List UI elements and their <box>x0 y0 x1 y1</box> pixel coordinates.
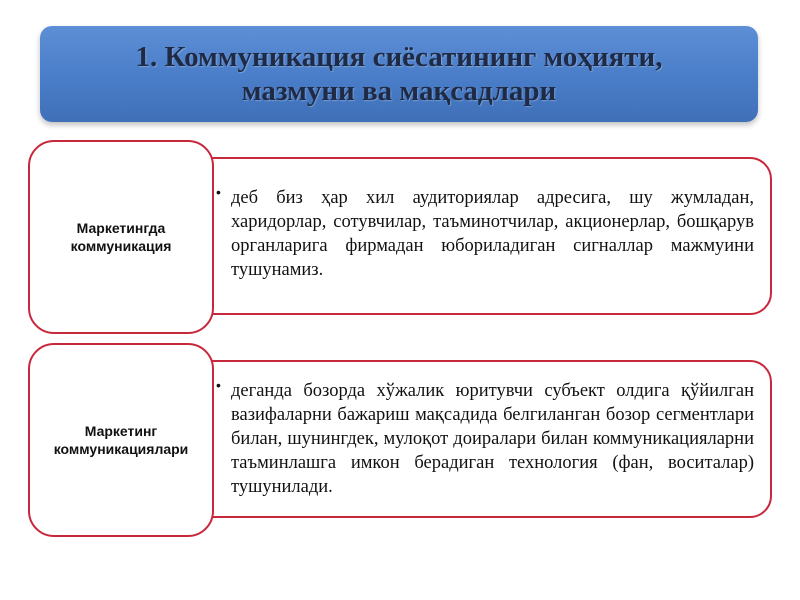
term-box-2 <box>28 343 214 537</box>
term-label-1-line1: Маркетингда <box>76 220 166 236</box>
bullet-2: • <box>216 377 221 393</box>
title-line-2: мазмуни ва мақсадлари <box>241 75 557 107</box>
term-label-2-line1: Маркетинг <box>84 423 158 439</box>
definition-text-2: деганда бозорда хўжалик юритувчи субъект олдига қўйилган вазифаларни бажариш мақсадида белгиланган бозор сегментлари билан, шунингдек, мулоқот доиралари билан коммуникацияларни таъминлашга имкон берадиган технология (фан, воситалар) тушунилади. <box>231 381 754 497</box>
bullet-1: • <box>216 184 221 200</box>
definition-text-1: деб биз ҳар хил аудиториялар адресига, шу жумладан, харидорлар, сотувчилар, таъминотчилар, акционерлар, бошқарув органларига фирмадан юбориладиган сигналлар мажмуини тушунамиз. <box>231 188 754 280</box>
term-box-1 <box>28 140 214 334</box>
term-label-1 <box>63 219 180 255</box>
title-banner <box>40 26 758 122</box>
term-label-2 <box>46 422 197 458</box>
term-label-2-line2: коммуникациялари <box>53 441 189 457</box>
title-line-1: 1. Коммуникация сиёсатининг моҳияти, <box>135 41 663 73</box>
term-label-1-line2: коммуникация <box>70 238 172 254</box>
